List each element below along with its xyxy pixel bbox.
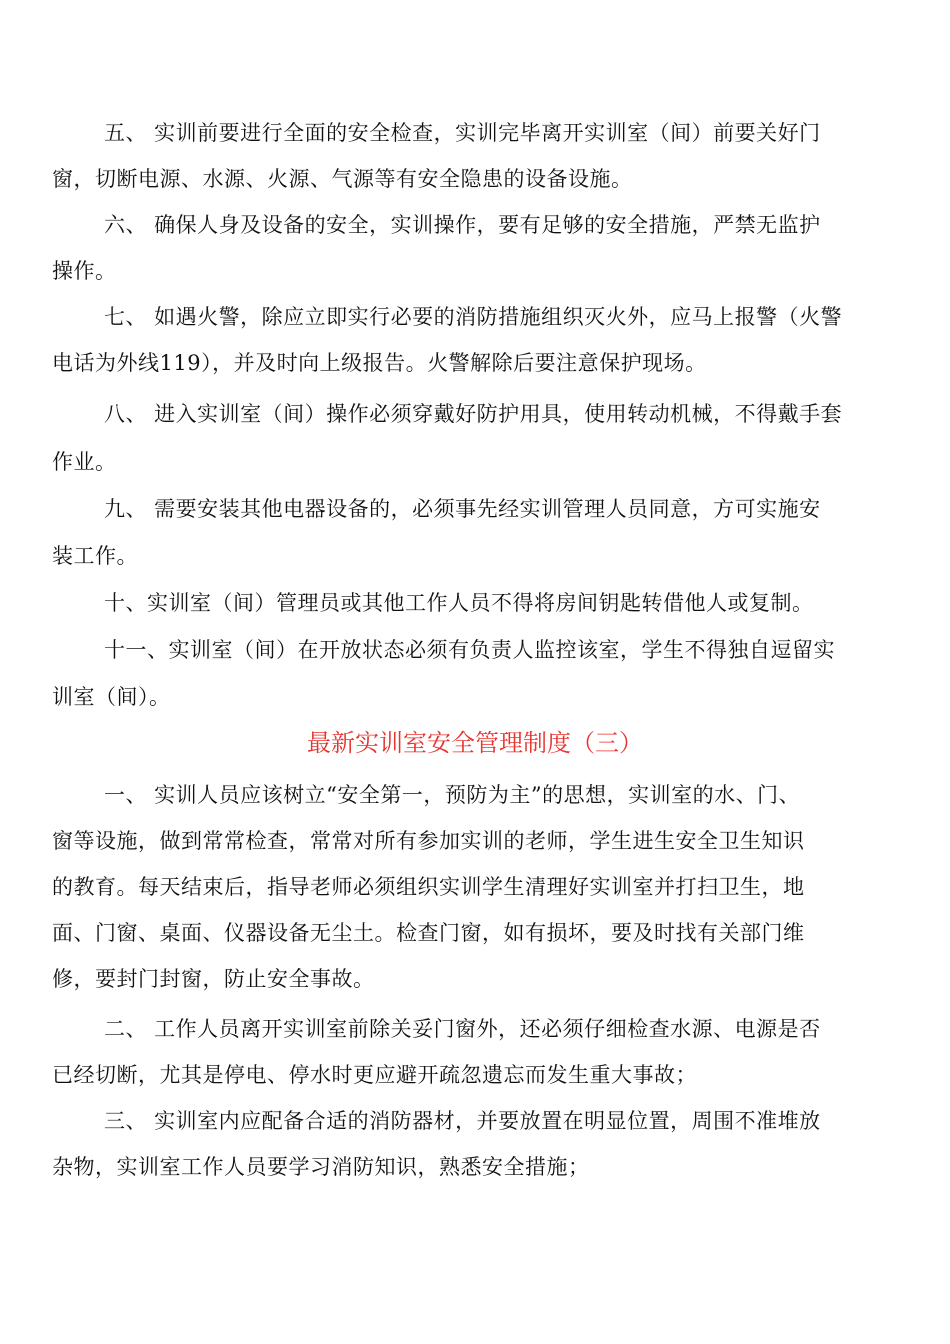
rule-1-line-5: 修，要封门封窗，防止安全事故。 [52,967,375,991]
rule-1-line-2: 窗等设施，做到常常检查，常常对所有参加实训的老师，学生进生安全卫生知识 [52,829,805,853]
item-10-line-1: 十、实训室（间）管理员或其他工作人员不得将房间钥匙转借他人或复制。 [104,591,814,615]
item-5-line-2: 窗，切断电源、水源、火源、气源等有安全隐患的设备设施。 [52,167,633,191]
item-7-line-2: 电话为外线119），并及时向上级报告。火警解除后要注意保护现场。 [52,351,707,375]
rule-1-line-3: 的教育。每天结束后，指导老师必须组织实训学生清理好实训室并打扫卫生，地 [52,875,805,899]
section-heading: 最新实训室安全管理制度（三） [307,729,643,757]
rule-3-line-2: 杂物，实训室工作人员要学习消防知识，熟悉安全措施； [52,1155,590,1179]
rule-2-line-1: 二、 工作人员离开实训室前除关妥门窗外，还必须仔细检查水源、电源是否 [104,1017,821,1041]
item-7-line-1: 七、 如遇火警，除应立即实行必要的消防措施组织灭火外，应马上报警（火警 [104,305,843,329]
rule-1-line-1: 一、 实训人员应该树立“安全第一，预防为主”的思想，实训室的水、门、 [104,783,801,807]
item-8-line-1: 八、 进入实训室（间）操作必须穿戴好防护用具，使用转动机械，不得戴手套 [104,402,843,426]
rule-2-line-2: 已经切断，尤其是停电、停水时更应避开疏忽遗忘而发生重大事故； [52,1063,697,1087]
item-11-line-1: 十一、实训室（间）在开放状态必须有负责人监控该室，学生不得独自逗留实 [104,638,835,662]
item-6-line-2: 操作。 [52,259,117,283]
item-9-line-1: 九、 需要安装其他电器设备的，必须事先经实训管理人员同意，方可实施安 [104,497,821,521]
rule-1-line-4: 面、门窗、桌面、仪器设备无尘土。检查门窗，如有损坏，要及时找有关部门维 [52,921,805,945]
item-11-line-2: 训室（间）。 [52,685,171,709]
rule-3-line-1: 三、 实训室内应配备合适的消防器材，并要放置在明显位置，周围不准堆放 [104,1109,821,1133]
item-9-line-2: 装工作。 [52,544,138,568]
item-6-line-1: 六、 确保人身及设备的安全，实训操作，要有足够的安全措施，严禁无监护 [104,213,821,237]
item-5-line-1: 五、 实训前要进行全面的安全检查，实训完毕离开实训室（间）前要关好门 [104,121,821,145]
item-8-line-2: 作业。 [52,450,117,474]
